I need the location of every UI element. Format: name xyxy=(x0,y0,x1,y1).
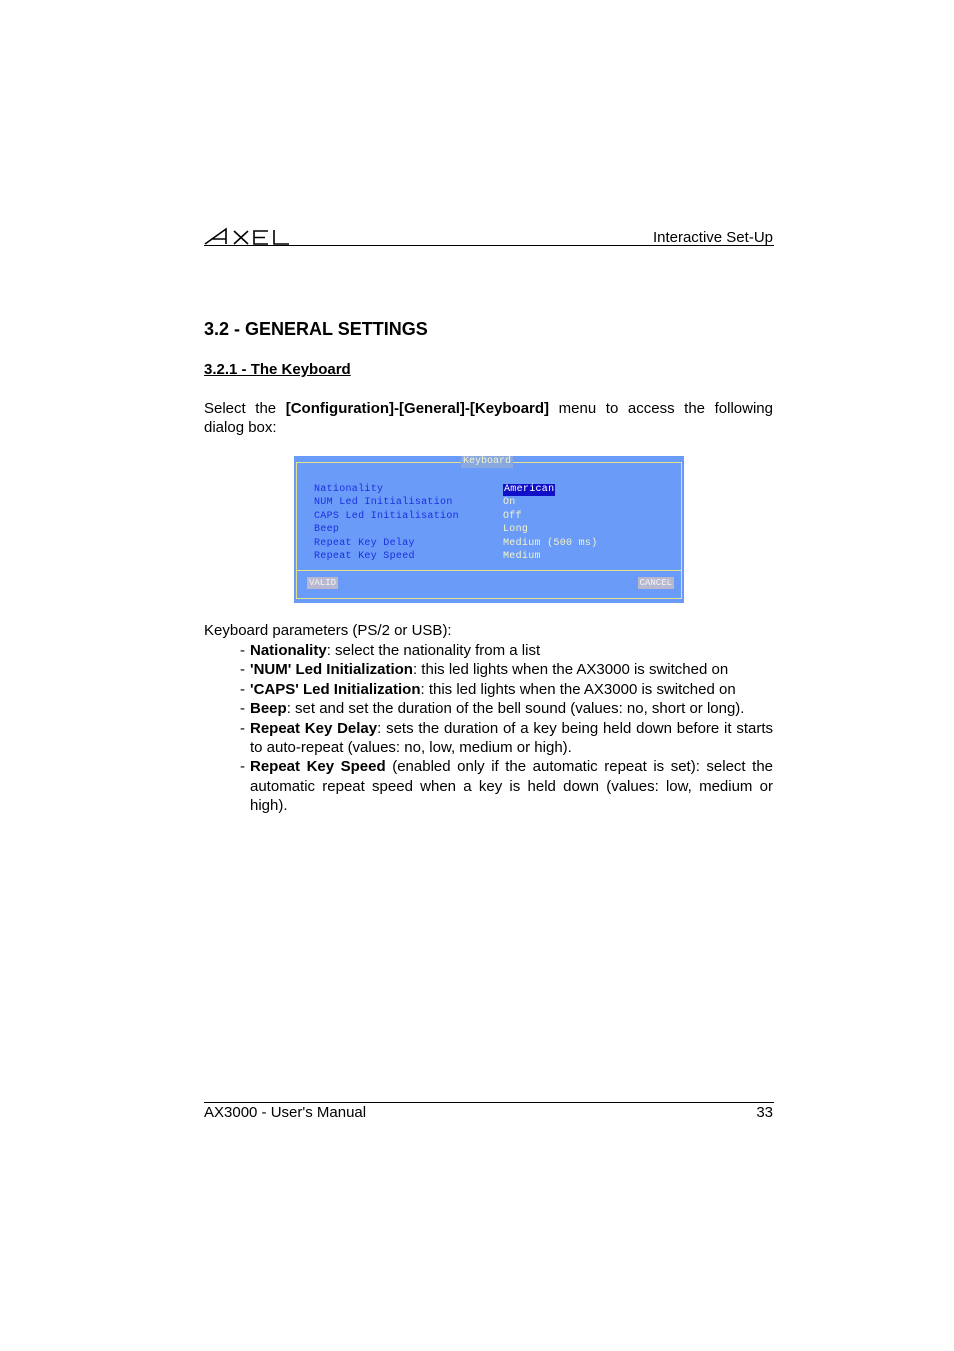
param-name: Beep xyxy=(250,700,287,718)
intro-paragraph xyxy=(204,399,773,437)
cancel-button[interactable]: CANCEL xyxy=(639,578,672,588)
param-name: 'NUM' Led Initialization xyxy=(250,661,413,679)
header-rule xyxy=(204,245,774,246)
dialog-value-repeat-key-delay[interactable]: Medium (500 ms) xyxy=(503,538,598,549)
list-item: - Nationality: select the nationality from a list xyxy=(240,642,541,659)
list-item: - Beep: set and set the duration of the bell sound (values: no, short or long). xyxy=(240,700,745,718)
param-name: Nationality xyxy=(250,642,327,659)
axel-logo xyxy=(204,226,290,246)
intro-after: menu to access the following dialog box: xyxy=(204,400,773,436)
intro-before: Select the xyxy=(204,400,286,417)
param-text: : sets the duration of a key being held down before it starts to auto-repeat (values: no, low, medium or high). xyxy=(250,719,773,757)
footer-rule xyxy=(204,1102,774,1103)
list-item: - 'CAPS' Led Initialization: this led lights when the AX3000 is switched on xyxy=(240,680,736,698)
dialog-value-num-led[interactable]: On xyxy=(503,497,516,508)
dialog-label-num-led: NUM Led Initialisation xyxy=(314,497,453,508)
param-text: : select the nationality from a list xyxy=(326,642,541,659)
dialog-label-beep: Beep xyxy=(314,524,340,535)
list-item: - Repeat Key Delay: sets the duration of a key being held down before it starts to auto-repeat (values: no, low, medium or high). xyxy=(240,719,773,757)
valid-button[interactable]: VALID xyxy=(309,578,337,588)
params-intro: Keyboard parameters (PS/2 or USB): xyxy=(204,622,452,639)
list-item: - 'NUM' Led Initialization: this led lights when the AX3000 is switched on xyxy=(240,661,729,679)
dialog-title: Keyboard xyxy=(463,456,512,467)
dialog-frame xyxy=(296,462,682,599)
intro-menu-path: [Configuration]-[General]-[Keyboard] xyxy=(285,400,550,417)
subsection-title: 3.2.1 - The Keyboard xyxy=(204,361,351,378)
param-name: Repeat Key Delay xyxy=(250,719,378,737)
footer-manual-title: AX3000 - User's Manual xyxy=(204,1104,367,1121)
param-name: 'CAPS' Led Initialization xyxy=(250,680,421,698)
list-item: - Repeat Key Speed (enabled only if the automatic repeat is set): select the automatic repeat speed when a key is held down (values: low, medium or high). xyxy=(240,758,774,815)
param-name: Repeat Key Speed xyxy=(250,758,386,776)
dialog-label-caps-led: CAPS Led Initialisation xyxy=(314,511,459,522)
dialog-separator xyxy=(297,570,681,571)
dialog-value-nationality[interactable]: American xyxy=(504,484,555,495)
dialog-label-nationality: Nationality xyxy=(314,484,384,495)
dialog-value-repeat-key-speed[interactable]: Medium xyxy=(503,551,541,562)
header-section-name: Interactive Set-Up xyxy=(652,229,773,246)
param-text: : this led lights when the AX3000 is switched on xyxy=(412,661,729,679)
param-text: : set and set the duration of the bell sound (values: no, short or long). xyxy=(286,700,745,718)
param-list xyxy=(240,641,773,816)
page-number: 33 xyxy=(756,1104,773,1121)
param-text: (enabled only if the automatic repeat is set): select the automatic repeat speed when a key is held down (values: low, medium or high). xyxy=(250,758,774,815)
dialog-value-caps-led[interactable]: Off xyxy=(503,511,522,522)
dialog-label-repeat-key-delay: Repeat Key Delay xyxy=(314,538,415,549)
dialog-value-beep[interactable]: Long xyxy=(503,524,529,535)
keyboard-dialog xyxy=(294,456,684,603)
dialog-label-repeat-key-speed: Repeat Key Speed xyxy=(314,551,415,562)
section-title: 3.2 - GENERAL SETTINGS xyxy=(204,319,428,339)
param-text: : this led lights when the AX3000 is switched on xyxy=(420,680,736,698)
